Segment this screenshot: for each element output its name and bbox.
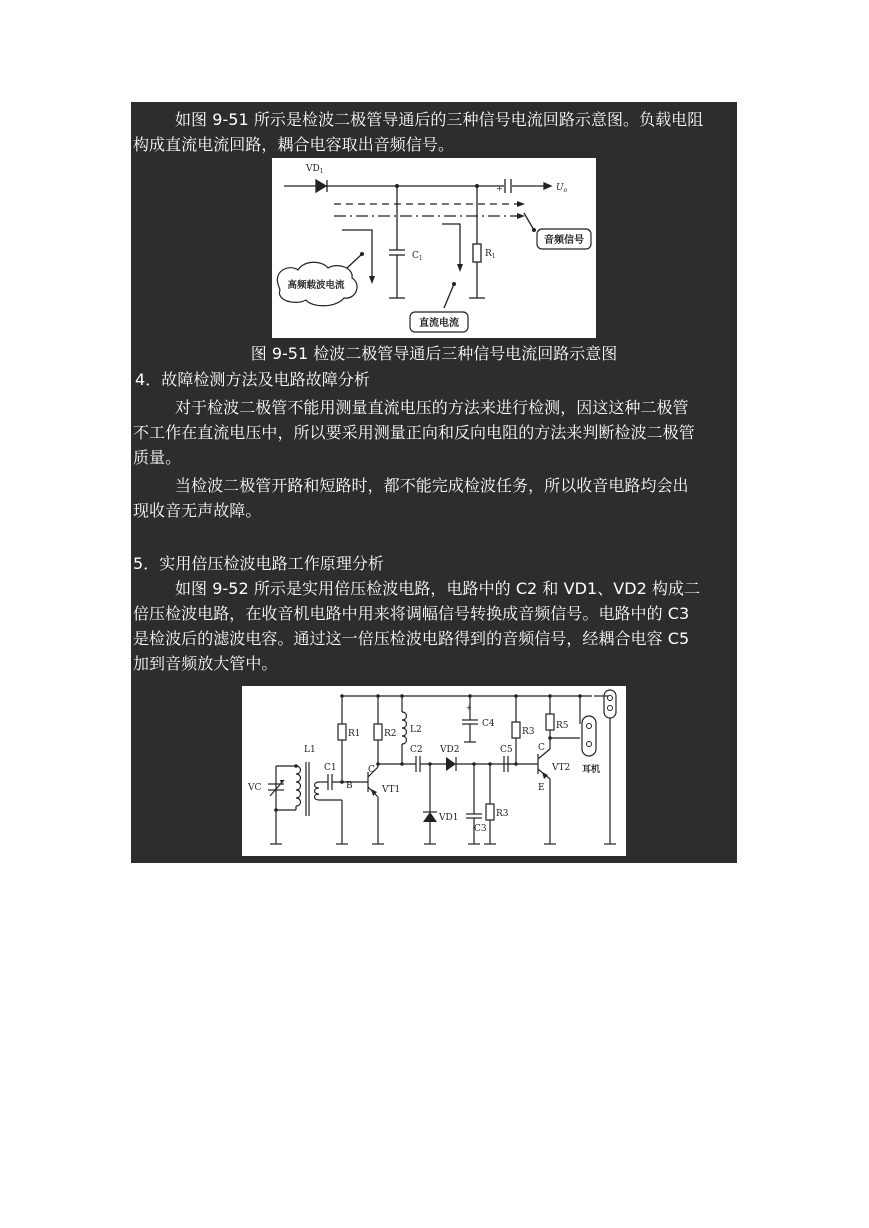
label-vt2: VT2 xyxy=(552,763,571,773)
label-r3-upper: R3 xyxy=(522,727,535,737)
paragraph-line: 倍压检波电路，在收音机电路中用来将调幅信号转换成音频信号。电路中的 C3 xyxy=(133,604,690,623)
label-r5: R5 xyxy=(556,721,569,731)
label-earphone: 耳机 xyxy=(582,765,601,775)
label-r2: R2 xyxy=(384,729,397,739)
paragraph-line: 加到音频放大管中。 xyxy=(133,654,278,673)
label-r1: $R_1$ xyxy=(485,249,496,260)
label-l1: L1 xyxy=(304,745,316,755)
label-c5: C5 xyxy=(500,745,513,755)
label-c1: C1 xyxy=(324,763,337,773)
content-panel xyxy=(131,102,737,863)
section-heading: 4．故障检测方法及电路故障分析 xyxy=(135,370,370,389)
label-b: B xyxy=(346,781,353,791)
label-c2: C2 xyxy=(410,745,423,755)
label-c3: C3 xyxy=(474,824,487,834)
label-hf-current: 高频载波电流 xyxy=(287,280,345,291)
label-e: E xyxy=(538,783,545,793)
figure-9-51 xyxy=(272,158,596,338)
paragraph-line: 如图 9-52 所示是实用倍压检波电路，电路中的 C2 和 VD1、VD2 构成二 xyxy=(175,579,701,598)
label-dc-current: 直流电流 xyxy=(419,318,459,329)
paragraph-line: 构成直流电流回路，耦合电容取出音频信号。 xyxy=(133,135,455,154)
figure-caption: 图 9-51 检波二极管导通后三种信号电流回路示意图 xyxy=(250,344,618,363)
label-r3-lower: R3 xyxy=(496,809,509,819)
paragraph-line: 对于检波二极管不能用测量直流电压的方法来进行检测，因这这种二极管 xyxy=(175,398,689,417)
label-c4: C4 xyxy=(482,719,495,729)
label-vd2: VD2 xyxy=(440,745,460,755)
label-uo: $U_o$ xyxy=(556,183,568,194)
label-vt1: VT1 xyxy=(382,785,401,795)
paragraph-line: 现收音无声故障。 xyxy=(133,501,262,520)
section-heading: 5．实用倍压检波电路工作原理分析 xyxy=(133,554,384,573)
label-l2: L2 xyxy=(410,725,422,735)
label-c-vt2: C xyxy=(538,743,545,753)
label-audio-signal: 音频信号 xyxy=(544,235,584,246)
label-c1: $C_1$ xyxy=(412,251,423,262)
figure-9-52 xyxy=(242,686,626,856)
paragraph-line: 不工作在直流电压中，所以要采用测量正向和反向电阻的方法来判断检波二极管 xyxy=(133,423,695,442)
label-plus: + xyxy=(466,704,472,712)
paragraph-line: 质量。 xyxy=(133,448,182,467)
paragraph-line: 当检波二极管开路和短路时，都不能完成检波任务，所以收音电路均会出 xyxy=(175,476,689,495)
label-vd1: VD1 xyxy=(439,813,459,823)
paragraph-line: 是检波后的滤波电容。通过这一倍压检波电路得到的音频信号，经耦合电容 C5 xyxy=(133,629,690,648)
paragraph-line: 如图 9-51 所示是检波二极管导通后的三种信号电流回路示意图。负载电阻 xyxy=(175,110,704,129)
label-vc: VC xyxy=(248,783,262,793)
label-plus: + xyxy=(496,184,503,193)
label-r1: R1 xyxy=(348,729,361,739)
label-c-vt1: C xyxy=(368,765,375,775)
label-vd1: $VD_1$ xyxy=(306,164,324,175)
